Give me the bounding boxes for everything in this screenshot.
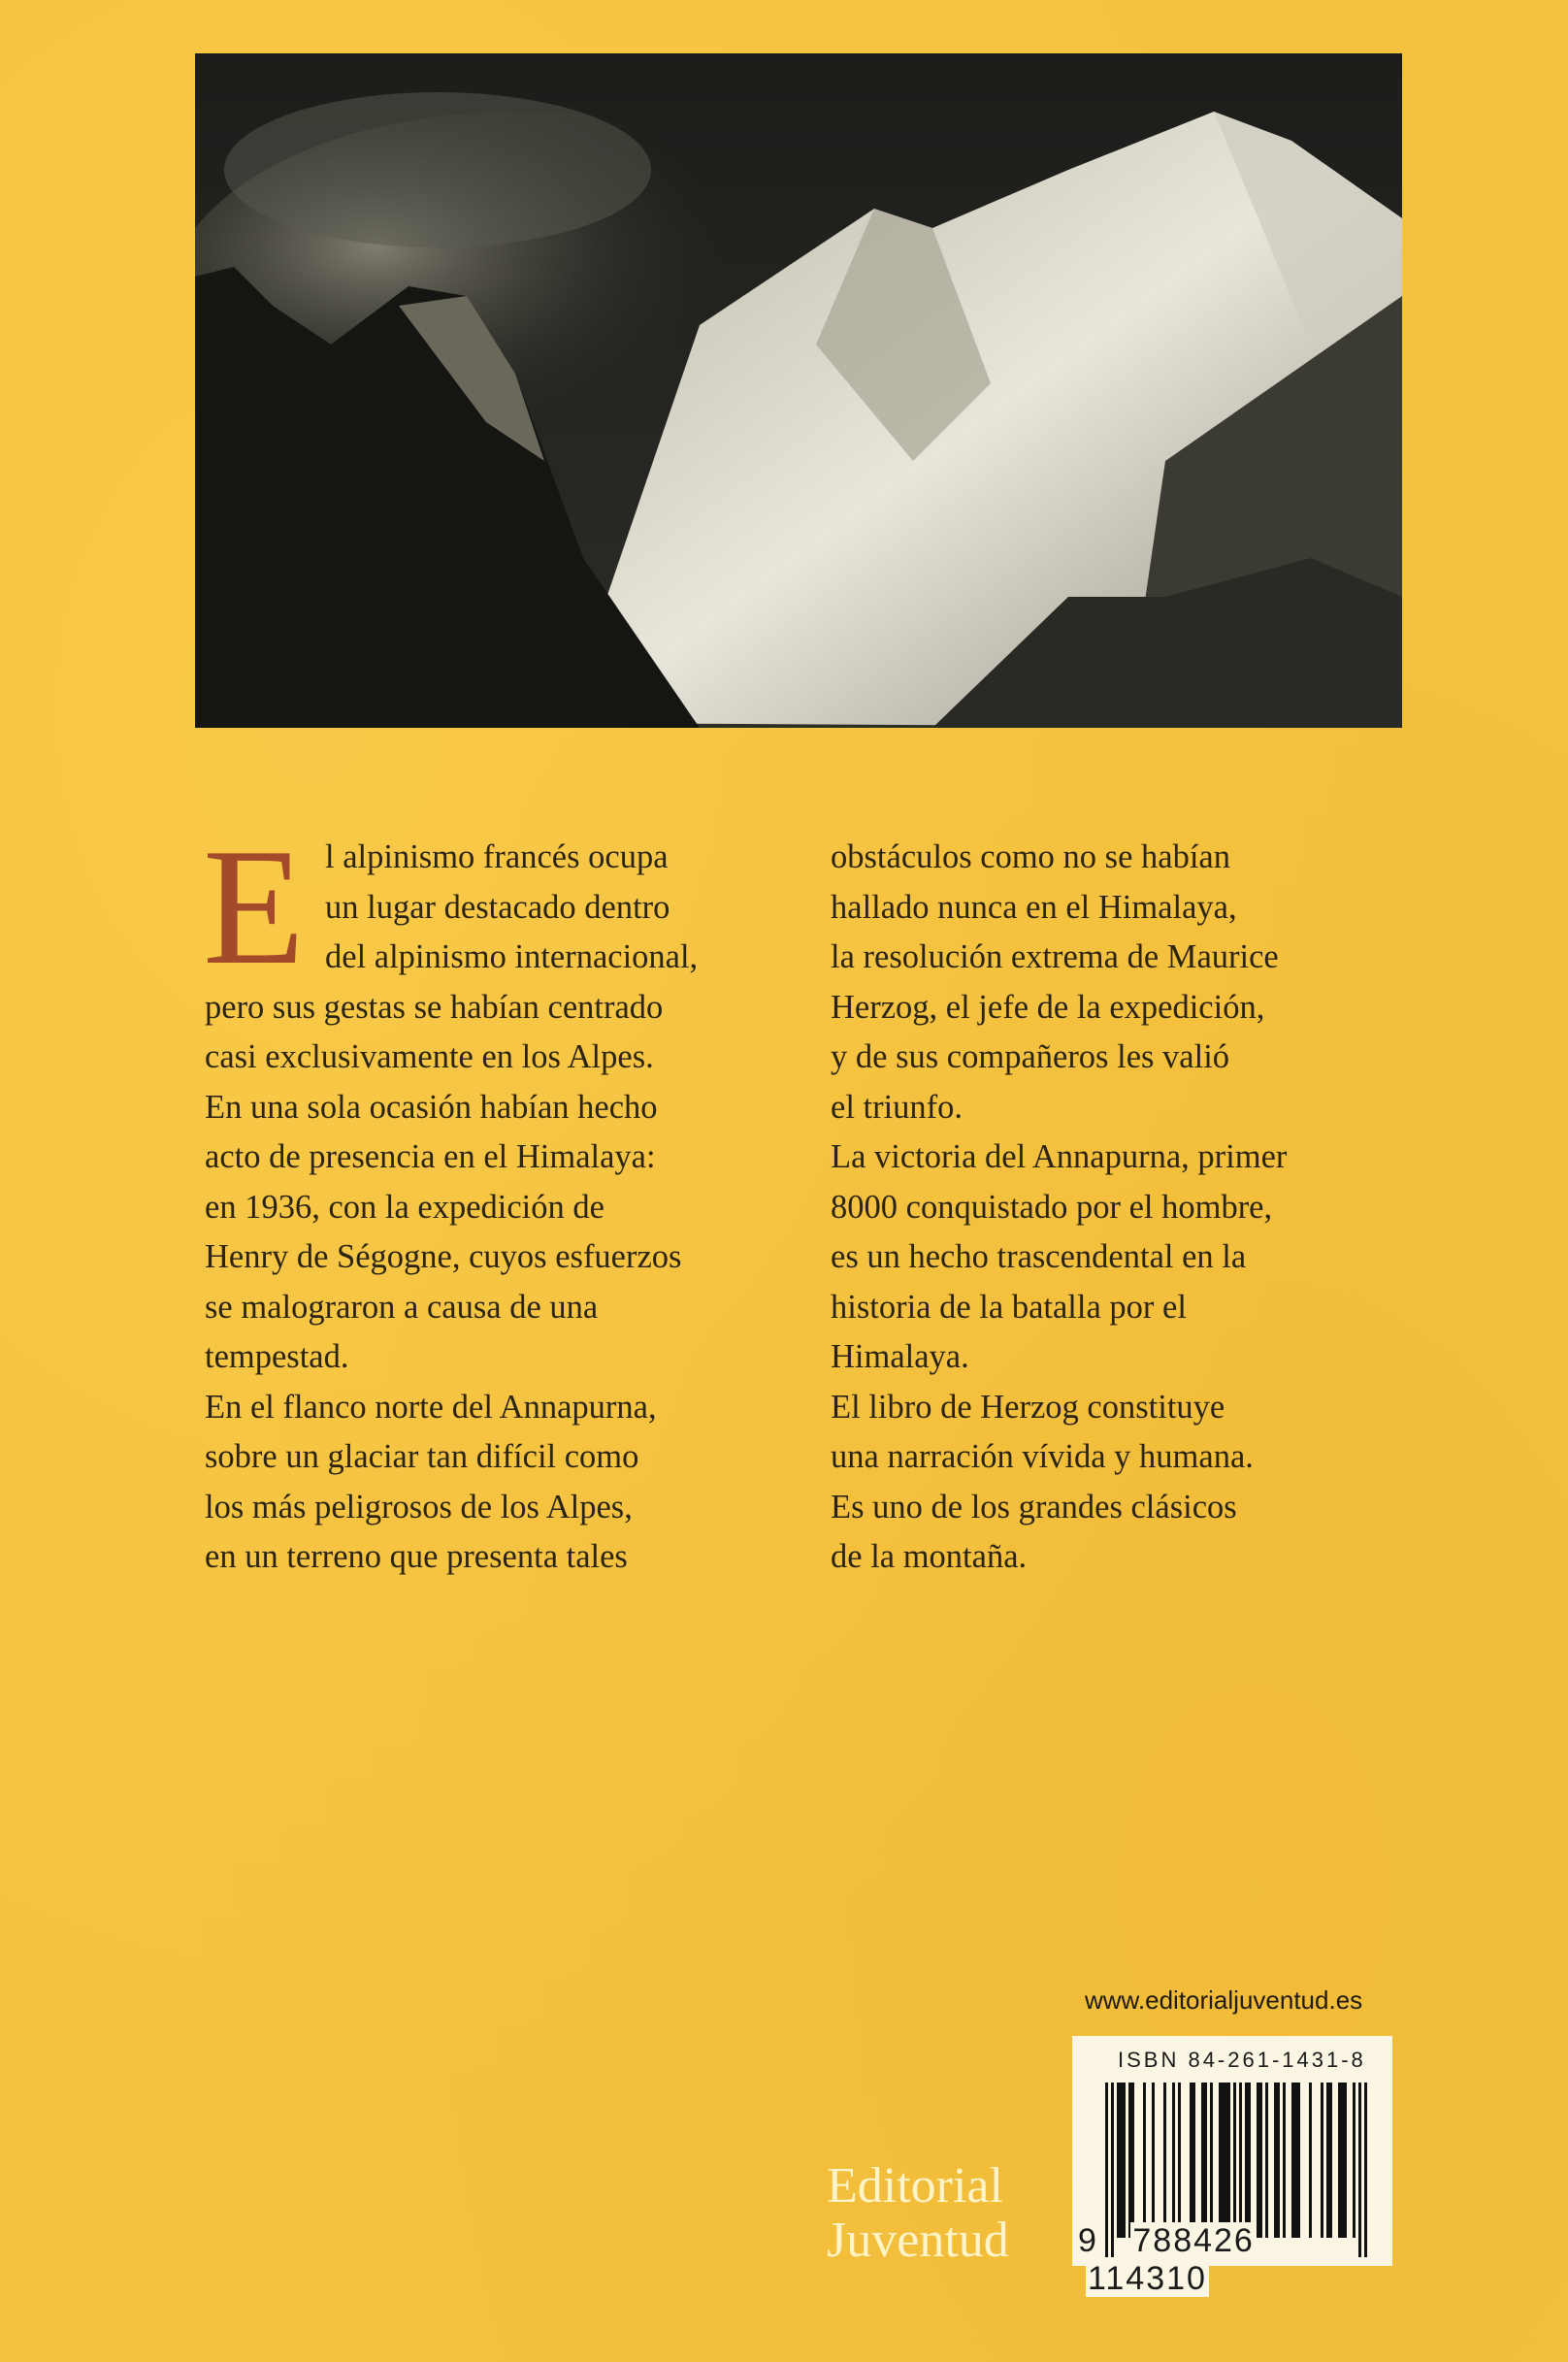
text-line: una narración vívida y humana. [831, 1438, 1254, 1475]
ean-left-group: 788426 [1132, 2222, 1255, 2259]
text-line: En una sola ocasión habían hecho [205, 1088, 658, 1126]
blurb-left-column [203, 815, 806, 1583]
text-line: es un hecho trascendental en la [831, 1238, 1247, 1275]
text-line: del alpinismo internacional, [325, 938, 699, 975]
text-line: 8000 conquistado por el hombre, [831, 1188, 1273, 1226]
text-line: obstáculos como no se habían [831, 838, 1230, 875]
text-line: la resolución extrema de Maurice [831, 938, 1279, 975]
ean-digits [1076, 2222, 1385, 2298]
mountain-photo-icon [195, 53, 1402, 728]
text-line: el triunfo. [831, 1088, 964, 1126]
text-line: sobre un glaciar tan difícil como [205, 1438, 639, 1475]
publisher-logo [827, 2159, 1009, 2268]
publisher-website: www.editorialjuventud.es [1085, 1985, 1363, 2015]
dropcap-letter: E [203, 815, 306, 1000]
text-line: tempestad. [205, 1338, 349, 1375]
text-line: La victoria del Annapurna, primer [831, 1138, 1288, 1175]
text-line: Es uno de los grandes clásicos [831, 1488, 1237, 1525]
text-line: En el flanco norte del Annapurna, [205, 1388, 657, 1426]
ean-right-group: 114310 [1088, 2260, 1207, 2297]
text-line: Himalaya. [831, 1338, 969, 1375]
text-line: de la montaña. [831, 1538, 1028, 1575]
text-line: en 1936, con la expedición de [205, 1188, 604, 1226]
text-line: Herzog, el jefe de la expedición, [831, 988, 1265, 1026]
text-line: y de sus compañeros les valió [831, 1038, 1230, 1075]
text-line: El libro de Herzog constituye [831, 1388, 1225, 1426]
text-line: acto de presencia en el Himalaya: [205, 1138, 656, 1175]
text-line: un lugar destacado dentro [325, 888, 670, 926]
ean-first-digit: 9 [1078, 2222, 1098, 2259]
text-line: l alpinismo francés ocupa [325, 838, 669, 875]
isbn-label: ISBN 84-261-1431-8 [1118, 2048, 1366, 2072]
publisher-name-line2: Juventud [827, 2213, 1009, 2268]
text-line: Henry de Ségogne, cuyos esfuerzos [205, 1238, 682, 1275]
text-line: hallado nunca en el Himalaya, [831, 888, 1237, 926]
cover-photo [195, 53, 1402, 728]
text-line: se malograron a causa de una [205, 1288, 599, 1326]
publisher-name-line1: Editorial [827, 2158, 1003, 2214]
text-line: en un terreno que presenta tales [205, 1538, 628, 1575]
text-line: historia de la batalla por el [831, 1288, 1187, 1326]
blurb-right-column [831, 833, 1413, 1583]
text-line: los más peligrosos de los Alpes, [205, 1488, 633, 1525]
text-line: casi exclusivamente en los Alpes. [205, 1038, 654, 1075]
isbn-barcode [1072, 2036, 1392, 2297]
text-line: pero sus gestas se habían centrado [205, 988, 664, 1026]
